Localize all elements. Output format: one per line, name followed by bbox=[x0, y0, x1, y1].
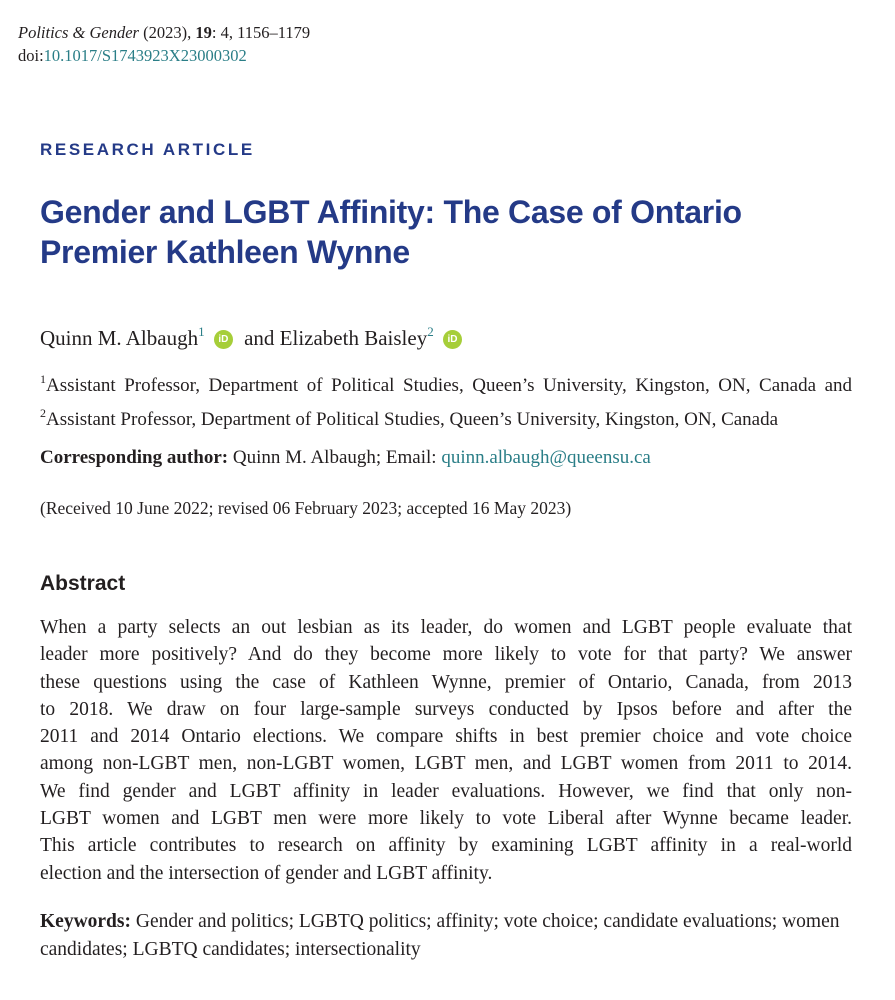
article-title: Gender and LGBT Affinity: The Case of Ontario Premier Kathleen Wynne bbox=[40, 194, 742, 270]
affiliation-sup: 1 bbox=[40, 372, 46, 386]
journal-name: Politics & Gender bbox=[18, 23, 139, 42]
abstract-line: 2011 and 2014 Ontario elections. We compare shifts in best premier choice and vote choice bbox=[40, 726, 852, 748]
abstract-body bbox=[40, 614, 852, 887]
received-dates: (Received 10 June 2022; revised 06 February 2023; accepted 16 May 2023) bbox=[40, 498, 572, 518]
orcid-icon[interactable]: iD bbox=[443, 330, 462, 349]
journal-volume: 19 bbox=[195, 23, 212, 42]
affiliation-ref[interactable]: 1 bbox=[198, 324, 205, 339]
abstract-line: among non-LGBT men, non-LGBT women, LGBT men, and LGBT women from 2011 to 2014. bbox=[40, 753, 852, 775]
affiliation-ref[interactable]: 2 bbox=[427, 324, 434, 339]
keywords bbox=[40, 908, 852, 963]
corresponding-label: Corresponding author: bbox=[40, 447, 229, 468]
doi-line bbox=[18, 45, 247, 67]
abstract-line: LGBT women and LGBT men were more likely to vote Liberal after Wynne became leader. bbox=[40, 808, 852, 830]
abstract-line: leader more positively? And do they become more likely to vote for that party? We answer bbox=[40, 644, 852, 666]
article-type: RESEARCH ARTICLE bbox=[40, 140, 255, 159]
author-name: Elizabeth Baisley bbox=[279, 326, 428, 350]
doi-link[interactable]: 10.1017/S1743923X23000302 bbox=[43, 46, 247, 65]
orcid-icon[interactable]: iD bbox=[214, 330, 233, 349]
abstract-heading: Abstract bbox=[40, 572, 126, 595]
journal-year: (2023), bbox=[143, 23, 192, 42]
abstract-line: We find gender and LGBT affinity in leader evaluations. However, we find that only non- bbox=[40, 780, 852, 802]
email-link[interactable]: quinn.albaugh@queensu.ca bbox=[441, 447, 651, 468]
author-name: Quinn M. Albaugh bbox=[40, 326, 199, 350]
abstract-line: to 2018. We draw on four large-sample surveys conducted by Ipsos before and after the bbox=[40, 698, 852, 720]
keywords-text: Gender and politics; LGBTQ politics; affinity; vote choice; candidate evaluations; women candidates; LGBTQ candidates; intersectionality bbox=[40, 911, 840, 960]
corresponding-author bbox=[40, 445, 651, 471]
affiliations bbox=[40, 366, 852, 433]
abstract-line: This article contributes to research on affinity by examining LGBT affinity in a real-world bbox=[40, 835, 852, 857]
journal-citation bbox=[18, 22, 310, 44]
affiliation-text: Assistant Professor, Department of Political Studies, Queen’s University, Kingston, ON, Canada and bbox=[46, 375, 852, 396]
doi-prefix: doi: bbox=[18, 46, 44, 65]
corresponding-text: Quinn M. Albaugh; Email: bbox=[232, 447, 437, 468]
journal-issue-pages: : 4, 1156–1179 bbox=[211, 23, 311, 42]
keywords-label: Keywords: bbox=[40, 911, 131, 932]
affiliation-text: Assistant Professor, Department of Political Studies, Queen’s University, Kingston, ON, Canada bbox=[46, 408, 779, 430]
abstract-line: these questions using the case of Kathleen Wynne, premier of Ontario, Canada, from 2013 bbox=[40, 671, 852, 693]
affiliation-sup: 2 bbox=[40, 405, 46, 420]
abstract-line: election and the intersection of gender and LGBT affinity. bbox=[40, 862, 493, 884]
abstract-line: When a party selects an out lesbian as its leader, do women and LGBT people evaluate that bbox=[40, 617, 852, 638]
author-connector: and bbox=[244, 326, 275, 350]
author-list bbox=[40, 317, 468, 353]
